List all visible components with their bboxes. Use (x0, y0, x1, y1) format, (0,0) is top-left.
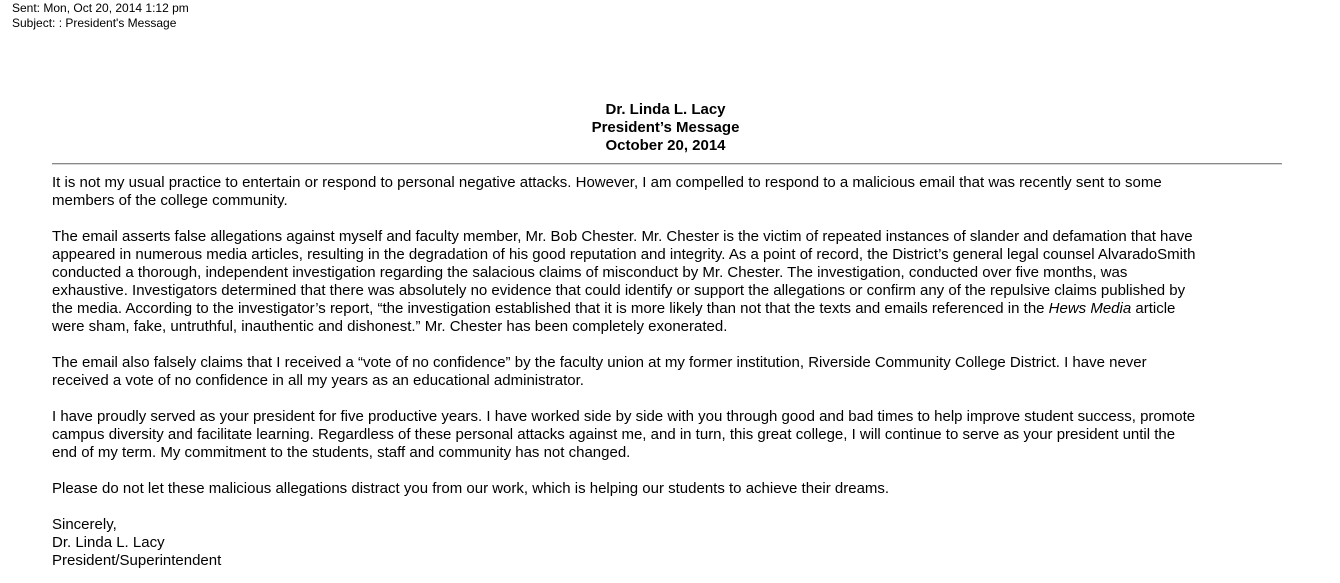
paragraph-1 (52, 174, 1302, 210)
letter-heading (0, 101, 1331, 155)
paragraph-2 (52, 228, 1302, 336)
signature-closing: Sincerely, (52, 516, 117, 533)
subject-line: Subject: : President's Message (12, 16, 177, 30)
paragraph-3 (52, 354, 1302, 390)
paragraph-line: end of my term. My commitment to the students, staff and community has not changed. (52, 444, 631, 461)
signature-block (52, 516, 1302, 570)
publication-name: Hews Media (1048, 300, 1132, 317)
sent-line: Sent: Mon, Oct 20, 2014 1:12 pm (12, 1, 189, 15)
signature-title: President/Superintendent (52, 552, 222, 569)
letter-title: President’s Message (591, 119, 740, 136)
paragraph-line (52, 300, 1302, 318)
paragraph-4 (52, 408, 1302, 462)
paragraph-line: The email asserts false allegations against myself and faculty member, Mr. Bob Chester. Mr. Chester is the victim of repeated instances of slander and defamation that have (52, 228, 1193, 245)
paragraph-line: exhaustive. Investigators determined that there was absolutely no evidence that could identify or support the allegations or confirm any of the repulsive claims published by (52, 282, 1186, 299)
paragraph-text: the media. According to the investigator’s report, “the investigation established that it is more likely than not that the texts and emails referenced in the (52, 300, 1049, 317)
letter-date: October 20, 2014 (605, 137, 726, 154)
paragraph-line: Please do not let these malicious allegations distract you from our work, which is helping our students to achieve their dreams. (52, 480, 890, 497)
paragraph-line: received a vote of no confidence in all my years as an educational administrator. (52, 372, 584, 389)
letter-body (52, 174, 1302, 570)
paragraph-text: article (1131, 300, 1176, 317)
paragraph-line: I have proudly served as your president for five productive years. I have worked side by side with you through good and bad times to help improve student success, promote (52, 408, 1196, 425)
paragraph-line: appeared in numerous media articles, resulting in the degradation of his good reputation and integrity. As a point of record, the District’s general legal counsel AlvaradoSmith (52, 246, 1196, 263)
paragraph-line: The email also falsely claims that I received a “vote of no confidence” by the faculty union at my former institution, Riverside Community College District. I have never (52, 354, 1147, 371)
paragraph-line: were sham, fake, untruthful, inauthentic and dishonest.” Mr. Chester has been completely exonerated. (52, 318, 728, 335)
paragraph-5 (52, 480, 1302, 498)
author-name: Dr. Linda L. Lacy (605, 101, 726, 118)
paragraph-line: conducted a thorough, independent investigation regarding the salacious claims of misconduct by Mr. Chester. The investigation, conducted over five months, was (52, 264, 1128, 281)
paragraph-line: campus diversity and facilitate learning. Regardless of these personal attacks against me, and in turn, this great college, I will continue to serve as your president until the (52, 426, 1176, 443)
email-header (12, 1, 189, 31)
paragraph-line: members of the college community. (52, 192, 288, 209)
paragraph-line: It is not my usual practice to entertain or respond to personal negative attacks. However, I am compelled to respond to a malicious email that was recently sent to some (52, 174, 1162, 191)
horizontal-divider (52, 163, 1282, 165)
signature-name: Dr. Linda L. Lacy (52, 534, 165, 551)
